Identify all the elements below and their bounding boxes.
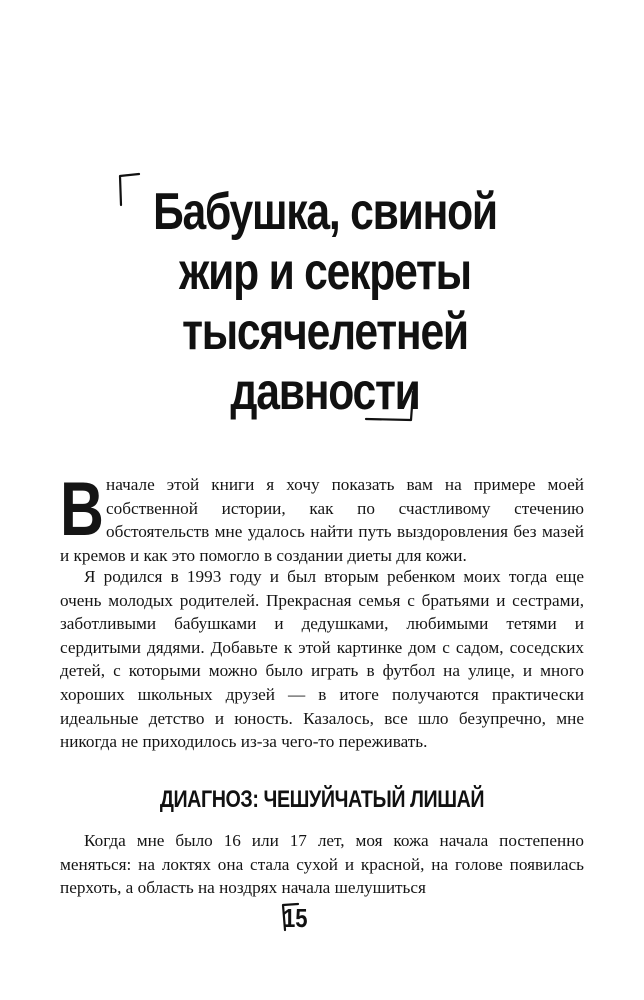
drop-cap: В	[60, 467, 104, 552]
section-heading: ДИАГНОЗ: ЧЕШУЙЧАТЫЙ ЛИШАЙ	[159, 786, 485, 813]
title-bracket-top-left	[120, 174, 139, 205]
page-number: 15	[283, 903, 308, 933]
title-line-2: жир и секреты	[179, 243, 471, 301]
title-line-4: давности	[230, 363, 420, 421]
paragraph-1	[60, 467, 584, 567]
title-line-1: Бабушка, свиной	[153, 183, 497, 241]
paragraph-2: Я родился в 1993 году и был вторым ребенком моих тогда еще очень молодых родителей. Прекрасная семья с братьями и сестрами, заботливыми бабушками и дедушками, любимыми тетями и сердитыми дядями. Добавьте к этой картинке дом с садом, соседских детей, с которыми можно было играть в футбол на улице, и много хороших школьных друзей — в итоге получаются практически идеальные детство и юность. Казалось, все шло безупречно, мне никогда не приходилось из-за чего-то переживать.	[60, 567, 584, 752]
paragraph-3: Когда мне было 16 или 17 лет, моя кожа начала постепенно меняться: на локтях она стала сухой и красной, на голове появилась перхоть, а область на ноздрях начала шелушиться	[60, 831, 584, 898]
chapter-title	[145, 182, 506, 422]
paragraph-1-text: начале этой книги я хочу показать вам на примере моей собственной истории, как по счастливому стечению обстоятельств мне удалось найти путь выздоровления без мазей и кремов и как это помогло в создании диеты для кожи.	[60, 475, 584, 565]
title-line-3: тысячелетней	[182, 303, 468, 361]
